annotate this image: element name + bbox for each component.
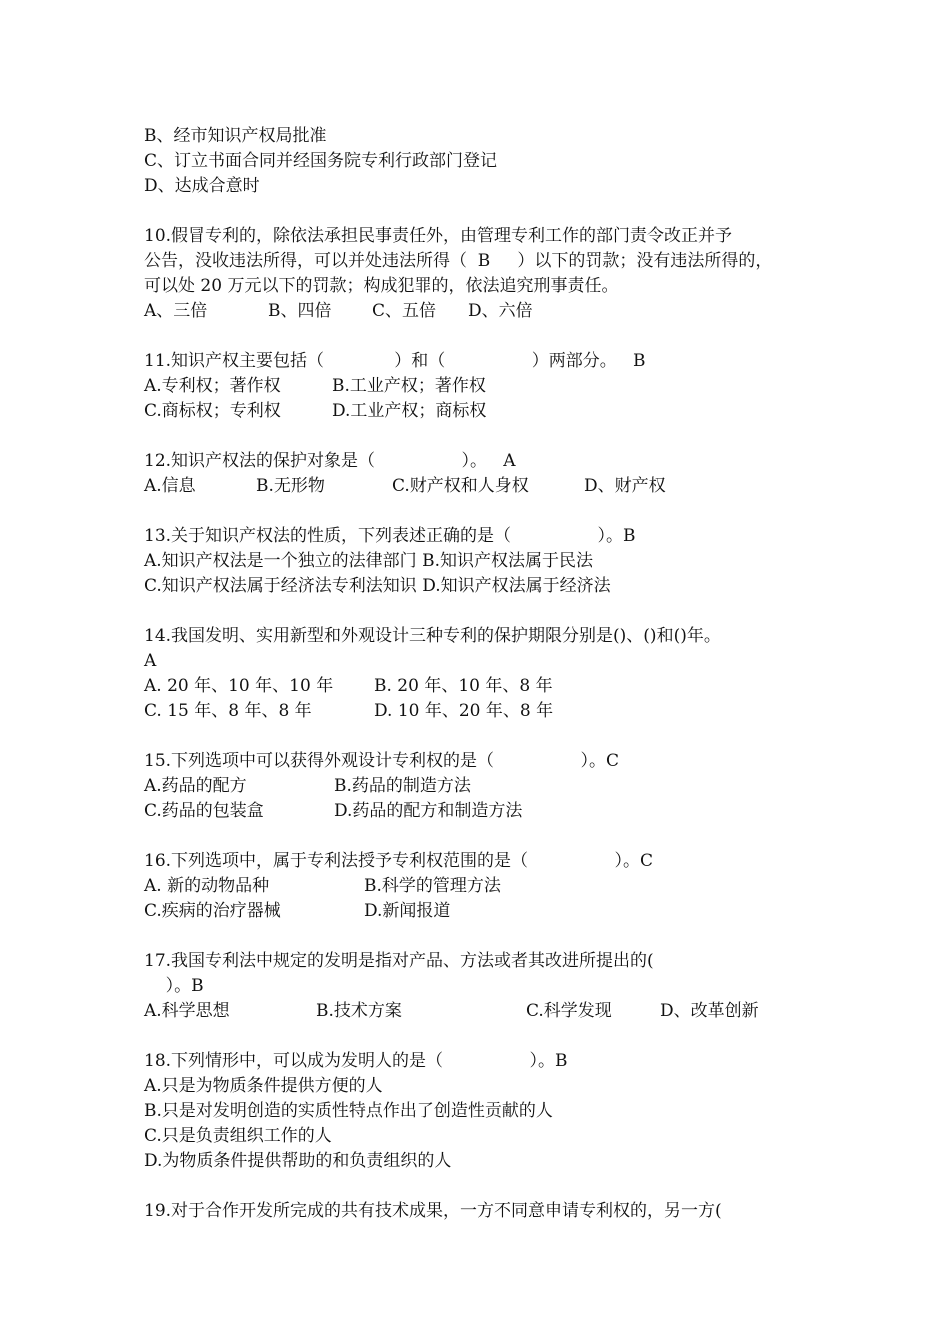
q15-stem: 15.下列选项中可以获得外观设计专利权的是（ ）。C [144,751,620,771]
q12-option-b: B.无形物 [256,476,325,496]
q13-options-line-1: A.知识产权法是一个独立的法律部门 B.知识产权法属于民法 [144,551,593,571]
q15-option-c: C.药品的包装盒 [144,801,264,821]
q16-option-a: A. 新的动物品种 [144,876,270,896]
q11-options-row-2 [144,399,824,424]
q12-option-d: D、财产权 [584,476,666,496]
q16-options-row-1 [144,874,824,899]
q19-stem: 19.对于合作开发所完成的共有技术成果，一方不同意申请专利权的，另一方( [144,1201,722,1221]
q15-option-a: A.药品的配方 [144,776,247,796]
q17-options [144,999,824,1024]
q16-option-c: C.疾病的治疗器械 [144,901,281,921]
q10-option-b: B、四倍 [268,301,332,321]
q9-option-b: B、经市知识产权局批准 [144,126,327,146]
q18-option-c: C.只是负责组织工作的人 [144,1126,332,1146]
q17-option-a: A.科学思想 [144,1001,230,1021]
q16-option-b: B.科学的管理方法 [364,876,501,896]
q18-option-d: D.为物质条件提供帮助的和负责组织的人 [144,1151,452,1171]
q17-option-d: D、改革创新 [660,1001,759,1021]
q18-stem: 18.下列情形中，可以成为发明人的是（ ）。B [144,1051,568,1071]
q11-stem: 11.知识产权主要包括（ ）和（ ）两部分。 B [144,351,646,371]
q12-stem: 12.知识产权法的保护对象是（ ）。 A [144,451,516,471]
q17-option-b: B.技术方案 [316,1001,402,1021]
q12-option-c: C.财产权和人身权 [392,476,529,496]
q12-options [144,474,824,499]
q15-option-d: D.药品的配方和制造方法 [334,801,523,821]
q15-options-row-1 [144,774,824,799]
q11-option-a: A.专利权；著作权 [144,376,281,396]
q11-option-c: C.商标权；专利权 [144,401,281,421]
q17-stem-line-2: ）。B [144,976,204,996]
q13-stem: 13.关于知识产权法的性质，下列表述正确的是（ ）。B [144,526,636,546]
q10-options [144,299,824,324]
q10-option-d: D、六倍 [468,301,533,321]
q14-option-b: B. 20 年、10 年、8 年 [374,676,553,696]
q10-stem-line-3: 可以处 20 万元以下的罚款；构成犯罪的，依法追究刑事责任。 [144,276,619,296]
q16-option-d: D.新闻报道 [364,901,451,921]
q10-stem-line-2: 公告，没收违法所得，可以并处违法所得（ B ）以下的罚款；没有违法所得的， [144,251,773,271]
q15-options-row-2 [144,799,824,824]
q14-stem: 14.我国发明、实用新型和外观设计三种专利的保护期限分别是()、()和()年。 [144,626,721,646]
q11-option-b: B.工业产权；著作权 [332,376,486,396]
q17-stem-line-1: 17.我国专利法中规定的发明是指对产品、方法或者其改进所提出的( [144,951,654,971]
document-page [144,124,824,1224]
q13-options-line-2: C.知识产权法属于经济法专利法知识 D.知识产权法属于经济法 [144,576,611,596]
q9-option-c: C、订立书面合同并经国务院专利行政部门登记 [144,151,498,171]
q18-option-b: B.只是对发明创造的实质性特点作出了创造性贡献的人 [144,1101,553,1121]
q15-option-b: B.药品的制造方法 [334,776,471,796]
q14-option-c: C. 15 年、8 年、8 年 [144,701,312,721]
q14-answer: A [144,651,157,671]
q12-option-a: A.信息 [144,476,196,496]
q18-option-a: A.只是为物质条件提供方便的人 [144,1076,383,1096]
q16-stem: 16.下列选项中，属于专利法授予专利权范围的是（ ）。C [144,851,654,871]
q14-option-d: D. 10 年、20 年、8 年 [374,701,554,721]
q10-option-a: A、三倍 [144,301,208,321]
q9-option-d: D、达成合意时 [144,176,260,196]
q14-options-row-1 [144,674,824,699]
q14-options-row-2 [144,699,824,724]
q11-option-d: D.工业产权；商标权 [332,401,487,421]
q14-option-a: A. 20 年、10 年、10 年 [144,676,334,696]
q17-option-c: C.科学发现 [526,1001,612,1021]
q10-stem-line-1: 10.假冒专利的，除依法承担民事责任外，由管理专利工作的部门责令改正并予 [144,226,733,246]
q16-options-row-2 [144,899,824,924]
q11-options-row-1 [144,374,824,399]
q10-option-c: C、五倍 [372,301,437,321]
